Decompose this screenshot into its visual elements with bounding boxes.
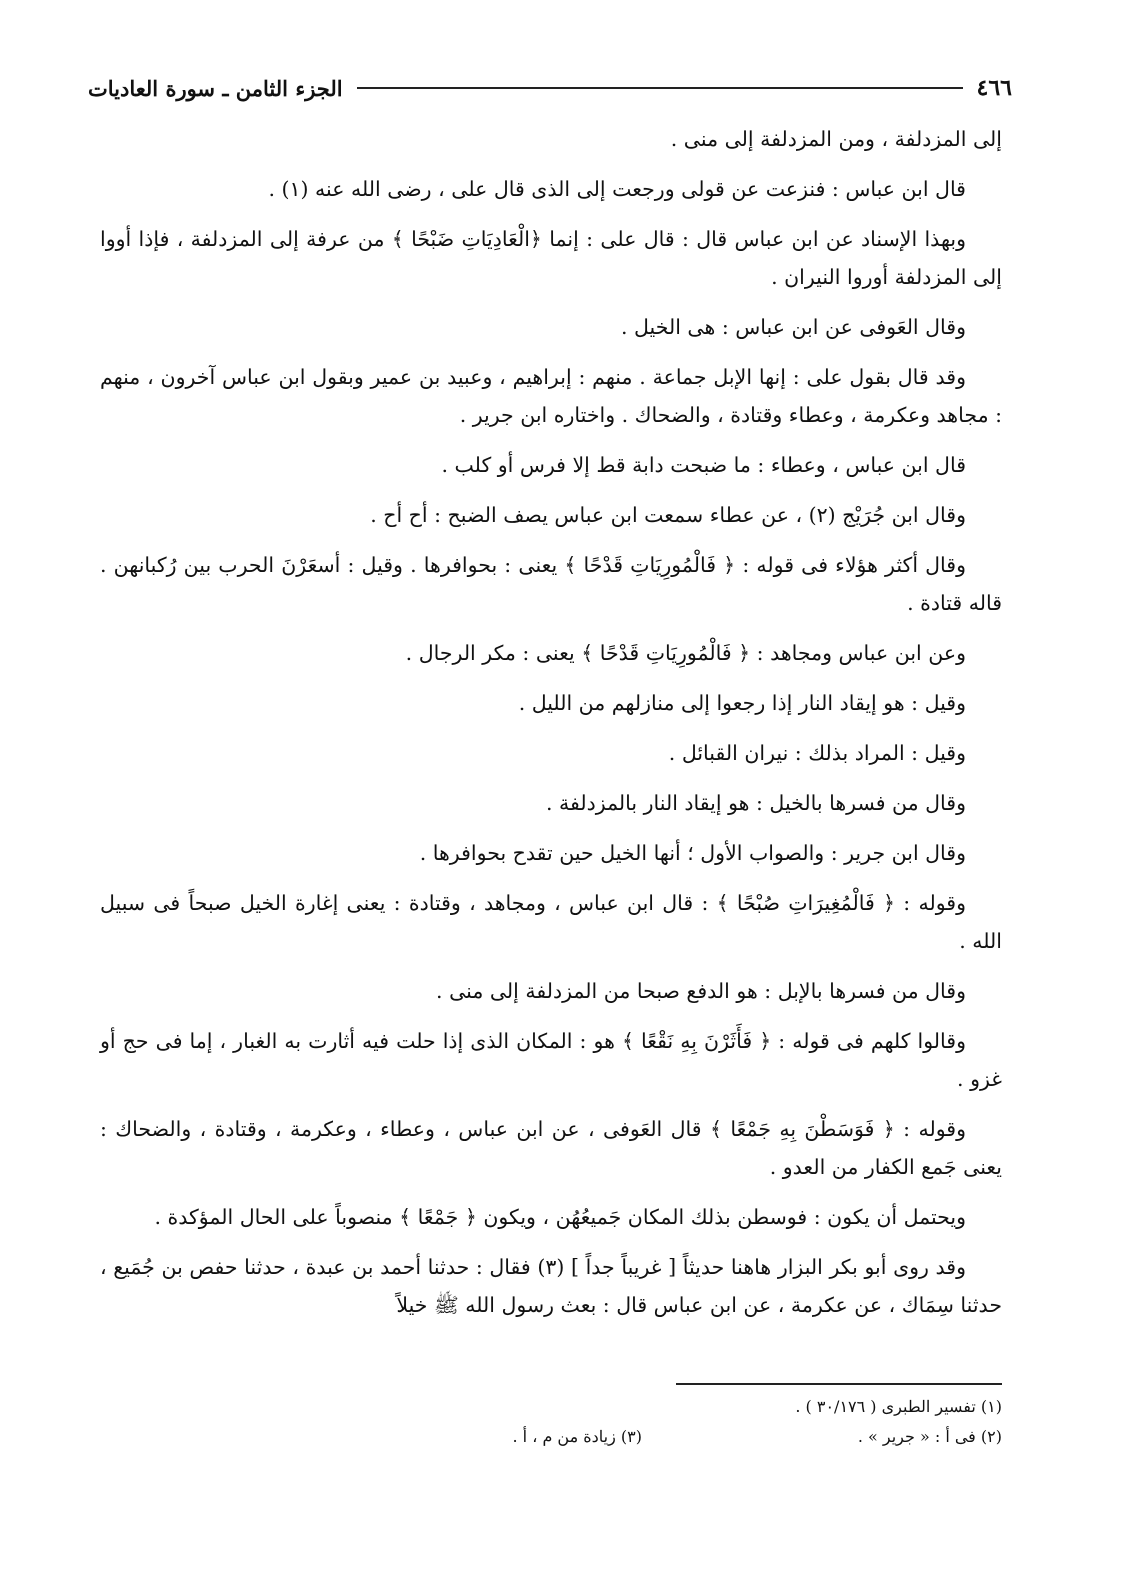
- paragraph: وقال ابن جُرَيْج (٢) ، عن عطاء سمعت ابن عباس يصف الضبح : أح أح .: [370, 503, 966, 527]
- paragraph: إلى المزدلفة ، ومن المزدلفة إلى منى .: [670, 127, 1002, 151]
- paragraph: وقال أكثر هؤلاء فى قوله : ﴿ فَالْمُورِيَاتِ قَدْحًا ﴾ يعنى : بحوافرها . وقيل : أسعَرْنَ الحرب بين رُكبانهن . قاله قتادة .: [100, 553, 1002, 615]
- footnote-separator: [676, 1383, 1002, 1385]
- paragraph: قال ابن عباس : فنزعت عن قولى ورجعت إلى الذى قال على ، رضى الله عنه (١) .: [268, 177, 966, 201]
- paragraph: وقالوا كلهم فى قوله : ﴿ فَأَثَرْنَ بِهِ نَقْعًا ﴾ هو : المكان الذى إذا حلت فيه أثارت به الغبار ، إما فى حج أو غزو .: [100, 1029, 1002, 1091]
- running-header: [88, 70, 1012, 106]
- footnotes: [100, 1392, 1002, 1452]
- footnote-3: (٣) زيادة من م ، أ .: [512, 1427, 642, 1446]
- paragraph: وبهذا الإسناد عن ابن عباس قال : قال على : إنما ﴿الْعَادِيَاتِ ضَبْحًا ﴾ من عرفة إلى المزدلفة ، فإذا أووا إلى المزدلفة أوروا النيران .: [100, 227, 1002, 289]
- paragraph: وقال من فسرها بالإبل : هو الدفع صبحا من المزدلفة إلى منى .: [436, 979, 966, 1003]
- paragraph: وقال العَوفى عن ابن عباس : هى الخيل .: [620, 315, 966, 339]
- paragraph: وقوله : ﴿ فَالْمُغِيرَاتِ صُبْحًا ﴾ : قال ابن عباس ، ومجاهد ، وقتادة : يعنى إغارة الخيل صبحاً فى سبيل الله .: [100, 891, 1002, 953]
- paragraph: وقال ابن جرير : والصواب الأول ؛ أنها الخيل حين تقدح بحوافرها .: [419, 841, 966, 865]
- header-rule: [357, 87, 963, 89]
- paragraph: وقيل : المراد بذلك : نيران القبائل .: [668, 741, 966, 765]
- paragraph: وقد روى أبو بكر البزار هاهنا حديثاً [ غريباً جداً ] (٣) فقال : حدثنا أحمد بن عبدة ، حدثنا حفص بن جُمَيع ، حدثنا سِمَاك ، عن عكرمة ، عن ابن عباس قال : بعث رسول الله ﷺ خيلاً: [100, 1255, 1002, 1317]
- footnote-1: (١) تفسير الطبرى ( ٣٠/١٧٦ ) .: [795, 1397, 1002, 1416]
- paragraph: وقد قال بقول على : إنها الإبل جماعة . منهم : إبراهيم ، وعبيد بن عمير وبقول ابن عباس آخرون ، منهم : مجاهد وعكرمة ، وعطاء وقتادة ، والضحاك . واختاره ابن جرير .: [100, 365, 1002, 427]
- paragraph: وقوله : ﴿ فَوَسَطْنَ بِهِ جَمْعًا ﴾ قال العَوفى ، عن ابن عباس ، وعطاء ، وعكرمة ، وقتادة ، والضحاك : يعنى جَمع الكفار من العدو .: [100, 1117, 1002, 1179]
- footnote-2: (٢) فى أ : « جرير » .: [857, 1427, 1002, 1446]
- paragraph: وقال من فسرها بالخيل : هو إيقاد النار بالمزدلفة .: [545, 791, 966, 815]
- paragraph: قال ابن عباس ، وعطاء : ما ضبحت دابة قط إلا فرس أو كلب .: [441, 453, 966, 477]
- paragraph: وقيل : هو إيقاد النار إذا رجعوا إلى منازلهم من الليل .: [518, 691, 966, 715]
- main-text: [100, 120, 1002, 1336]
- footnote-row: [100, 1422, 1002, 1452]
- running-title: الجزء الثامن ـ سورة العاديات: [88, 75, 343, 101]
- paragraph: ويحتمل أن يكون : فوسطن بذلك المكان جَميعُهُن ، ويكون ﴿ جَمْعًا ﴾ منصوباً على الحال المؤكدة .: [154, 1205, 966, 1229]
- page-number: ٤٦٦: [976, 75, 1012, 101]
- paragraph: وعن ابن عباس ومجاهد : ﴿ فَالْمُورِيَاتِ قَدْحًا ﴾ يعنى : مكر الرجال .: [405, 641, 966, 665]
